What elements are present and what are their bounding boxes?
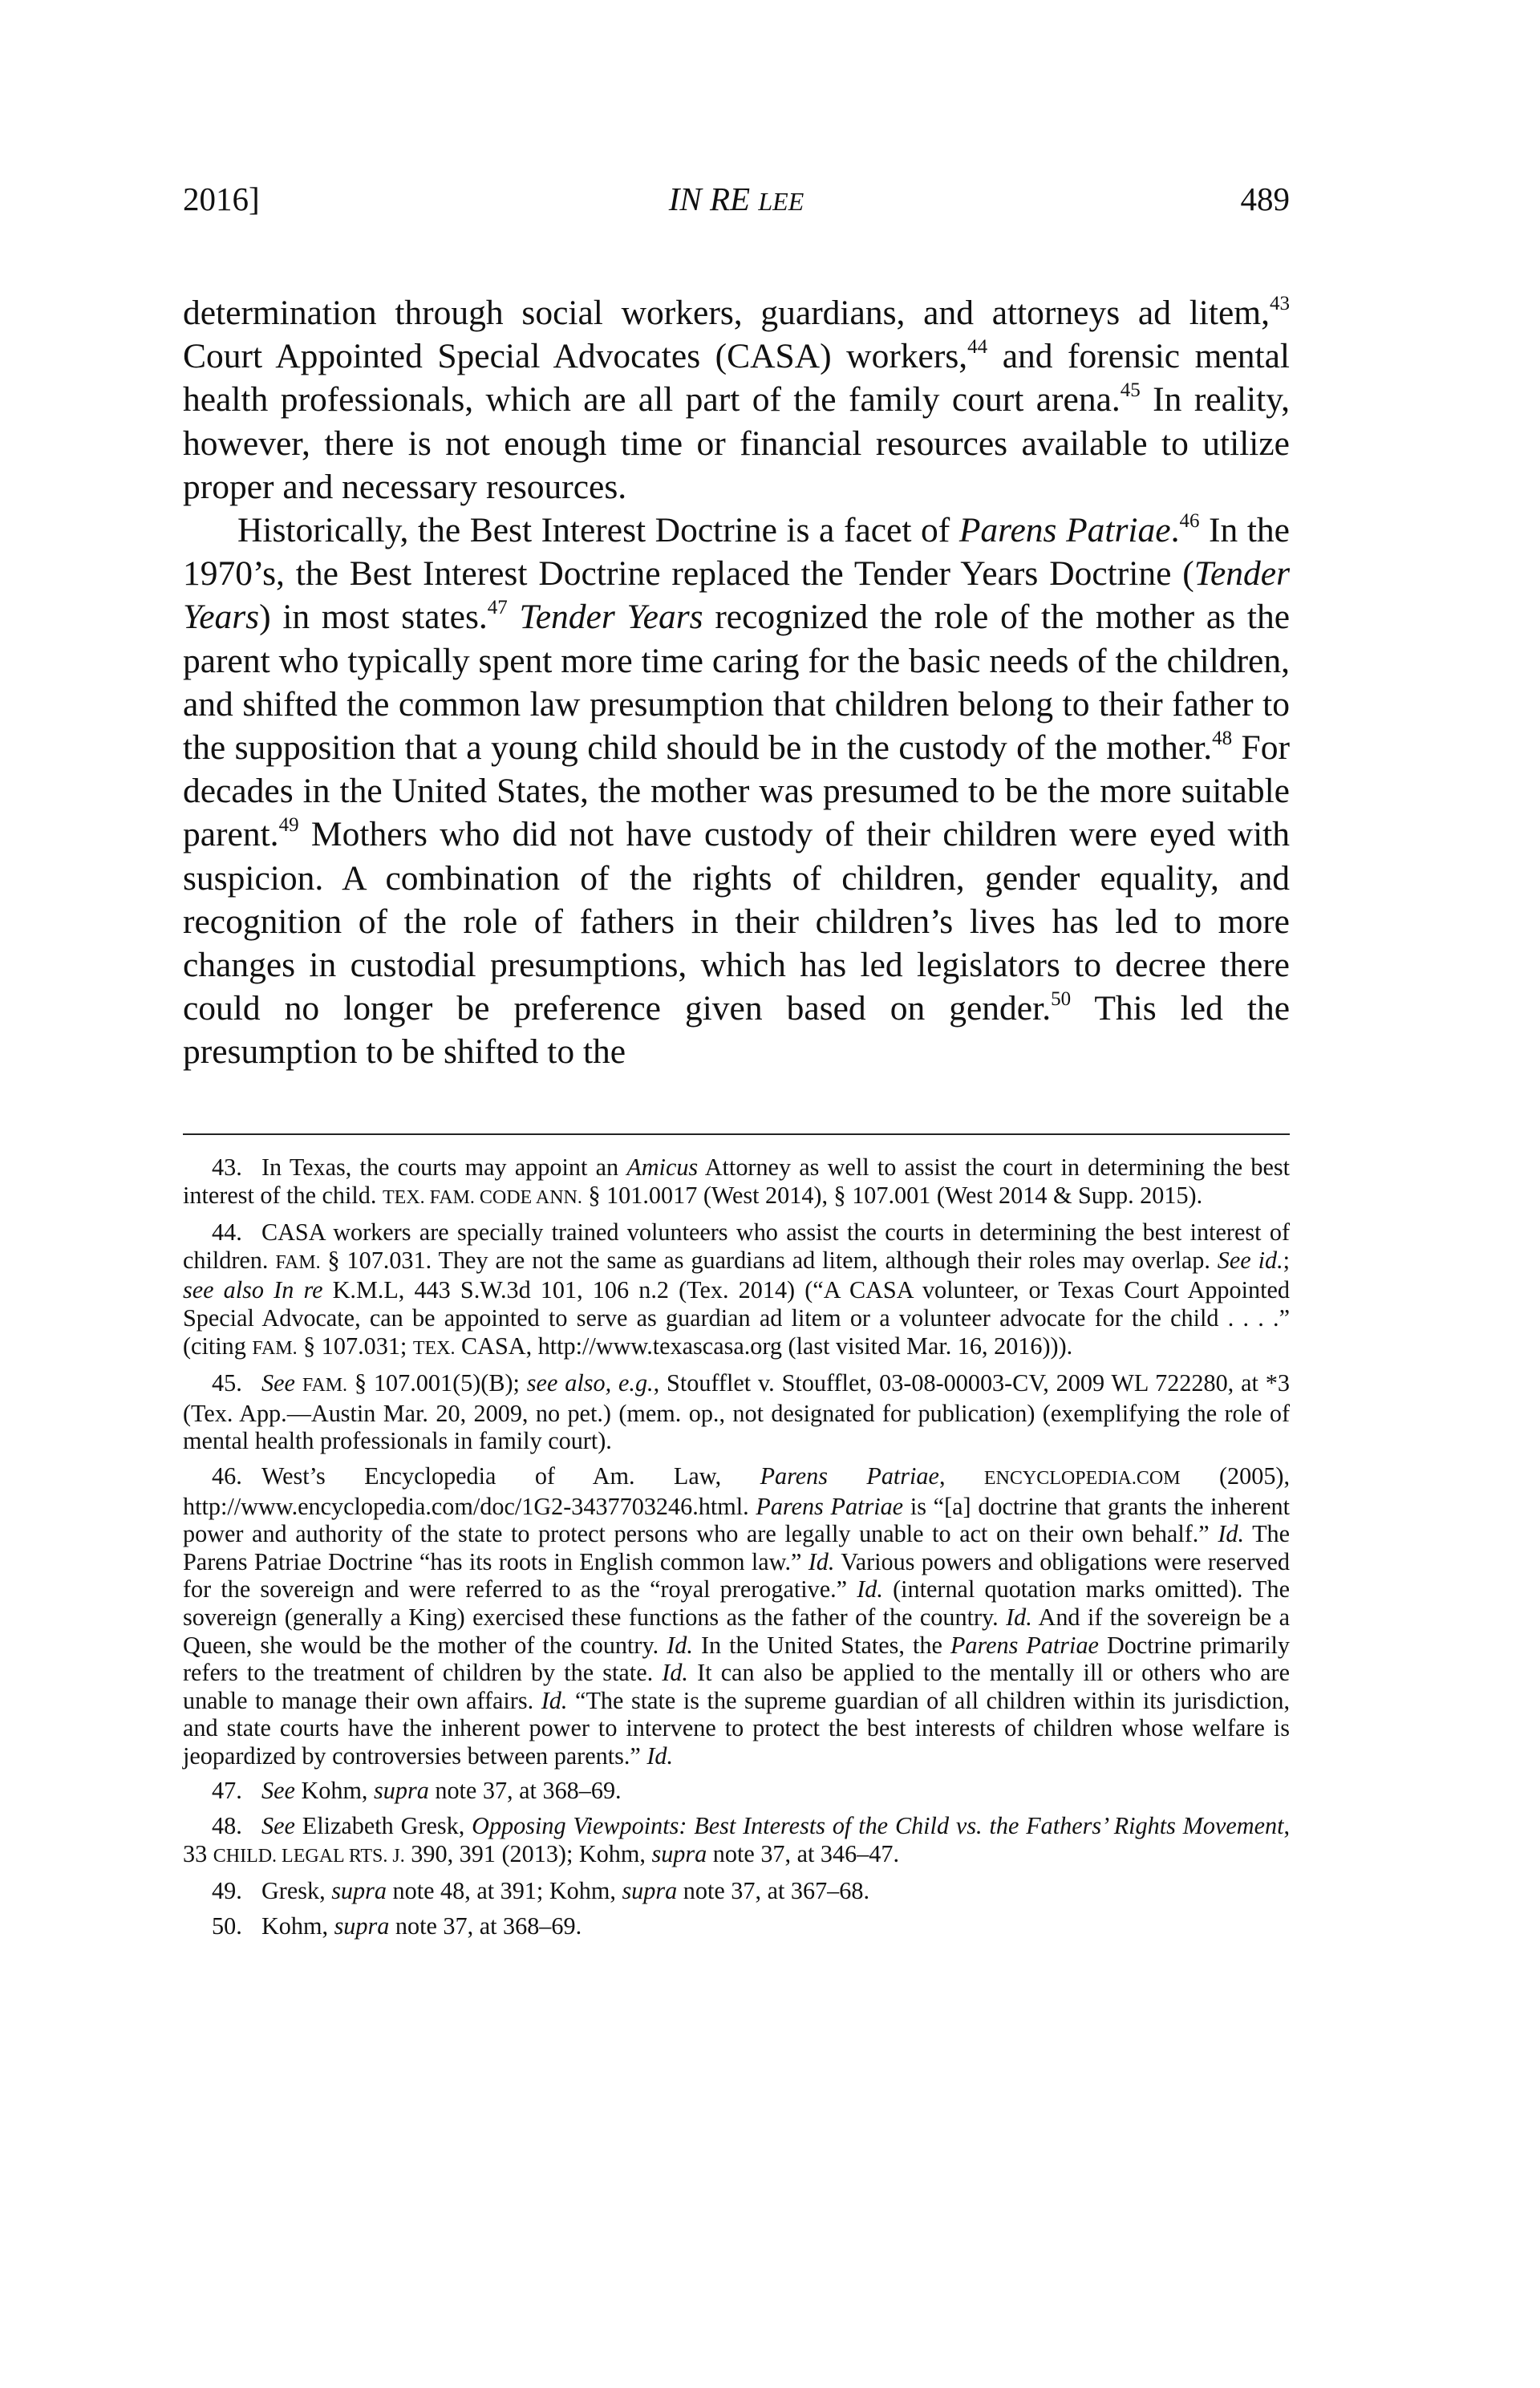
footnote-47: 47. See Kohm, supra note 37, at 368–69.	[212, 1777, 622, 1805]
body-paragraph-1: determination through social workers, guardians, and attorneys ad litem,$^{43}$ Court Appointed Special Advocates (CASA) workers,$^{44}$ and forensic mental health professionals, which are all part of the family court arena.$^{45}$ In reality, however, there is not enough time or financial resources available to utilize proper and necessary resources.	[183, 293, 1291, 506]
footnote-44: 44. CASA workers are specially trained volunteers who assist the courts in determining the best interest of children. FAM. § 107.031. They are not the same as guardians ad litem, although their roles may overlap. See id.; see also In re K.M.L, 443 S.W.3d 101, 106 n.2 (Tex. 2014) (“A CASA volunteer, or Texas Court Appointed Special Advocate, can be appointed to serve as guardian ad litem or a volunteer advocate for the child . . . .” (citing FAM. § 107.031; TEX. CASA, http://www.texascasa.org (last visited Mar. 16, 2016))).	[183, 1218, 1291, 1360]
page-number: 489	[1240, 180, 1290, 217]
footnote-ref-49: 49	[278, 814, 299, 837]
footnote-49: 49. Gresk, supra note 48, at 391; Kohm, supra note 37, at 367–68.	[212, 1877, 870, 1905]
main-text	[183, 291, 1290, 1074]
footnote-ref-44: 44	[967, 336, 988, 359]
volume-year: 2016]	[183, 180, 260, 217]
body-paragraph-2: Historically, the Best Interest Doctrine is a facet of Parens Patriae.$^{46}$ In the 1970’s, the Best Interest Doctrine replaced the Tender Years Doctrine (Tender Years) in most states.$^{47}$ Tender Years recognized the role of the mother as the parent who typically spent more time caring for the basic needs of the children, and shifted the common law presumption that children belong to their father to the supposition that a young child should be in the custody of the mother.$^{48}$ For decades in the United States, the mother was presumed to be the more suitable parent.$^{49}$ Mothers who did not have custody of their children were eyed with suspicion. A combination of the rights of children, gender equality, and recognition of the role of fathers in their children’s lives has led to more changes in custodial presumptions, which has led legislators to decree there could no longer be preference given based on gender.$^{50}$ This led the presumption to be shifted to the	[183, 510, 1290, 1072]
footnote-45: 45. See FAM. § 107.001(5)(B); see also, e.g., Stoufflet v. Stoufflet, 03-08-00003-CV, 2009 WL 722280, at *3 (Tex. App.—Austin Mar. 20, 2009, no pet.) (mem. op., not designated for publication) (exemplifying the role of mental health professionals in family court).	[183, 1369, 1290, 1455]
footnote-ref-43: 43	[1270, 293, 1290, 314]
footnote-ref-48: 48	[1212, 728, 1233, 750]
footnote-43: 43. In Texas, the courts may appoint an Amicus Attorney as well to assist the court in determining the best interest of the child. TEX. FAM. CODE ANN. § 101.0017 (West 2014), § 107.001 (West 2014 & Supp. 2015).	[183, 1153, 1290, 1209]
footnote-divider	[183, 1133, 1290, 1135]
footnotes	[183, 1153, 1290, 1940]
footnote-48: 48. See Elizabeth Gresk, Opposing Viewpoints: Best Interests of the Child vs. the Fathers’ Rights Movement, 33 CHILD. LEGAL RTS. J. 390, 391 (2013); Kohm, supra note 37, at 346–47.	[183, 1812, 1291, 1867]
running-header	[183, 175, 1290, 223]
running-title: IN RE LEE	[668, 180, 804, 217]
footnote-50: 50. Kohm, supra note 37, at 368–69.	[212, 1912, 582, 1940]
footnote-ref-50: 50	[1051, 988, 1072, 1011]
footnote-ref-46: 46	[1179, 510, 1200, 533]
footnote-ref-45: 45	[1120, 379, 1141, 402]
footnote-46: 46. West’s Encyclopedia of Am. Law, Parens Patriae, ENCYCLOPEDIA.COM (2005), http://www.encyclopedia.com/doc/1G2-3437703246.html. Parens Patriae is “[a] doctrine that grants the inherent power and authority of the state to protect persons who are legally unable to act on their own behalf.” Id. The Parens Patriae Doctrine “has its roots in English common law.” Id. Various powers and obligations were reserved for the sovereign and were referred to as the “royal prerogative.” Id. (internal quotation marks omitted). The sovereign (generally a King) exercised these functions as the father of the country. Id. And if the sovereign be a Queen, she would be the mother of the country. Id. In the United States, the Parens Patriae Doctrine primarily refers to the treatment of children by the state. Id. It can also be applied to the mentally ill or others who are unable to manage their own affairs. Id. “The state is the supreme guardian of all children within its jurisdiction, and state courts have the inherent power to intervene to protect the best interests of children whose welfare is jeopardized by controversies between parents.” Id.	[183, 1462, 1291, 1770]
footnote-ref-47: 47	[487, 597, 508, 619]
